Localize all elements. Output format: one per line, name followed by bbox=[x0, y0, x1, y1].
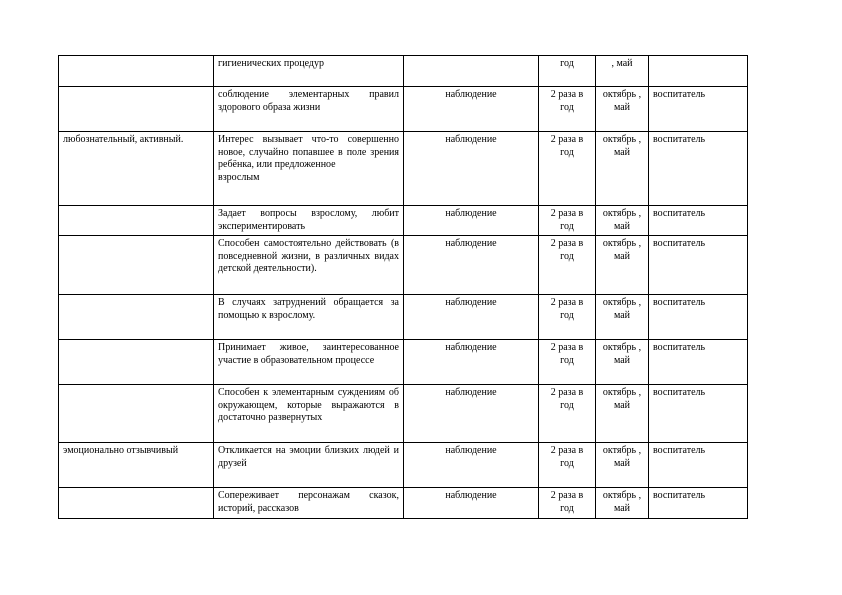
indicator-cell: Способен самостоятельно действовать (в повседневной жизни, в различных видах детской деятельности). bbox=[214, 236, 404, 295]
parameter-cell: любознательный, активный. bbox=[59, 132, 214, 206]
parameter-cell bbox=[59, 206, 214, 236]
responsible-cell: воспитатель bbox=[649, 236, 748, 295]
indicator-text-tail: взрослым bbox=[218, 171, 260, 183]
table-row bbox=[59, 206, 748, 236]
indicator-cell: Откликается на эмоции близких людей и друзей bbox=[214, 443, 404, 488]
responsible-cell: воспитатель bbox=[649, 443, 748, 488]
period-cell: октябрь , май bbox=[596, 87, 649, 132]
period-cell: октябрь , май bbox=[596, 295, 649, 340]
indicator-cell: Принимает живое, заинтересованное участие в образовательном процессе bbox=[214, 340, 404, 385]
method-cell: наблюдение bbox=[404, 340, 539, 385]
frequency-cell: 2 раза в год bbox=[539, 443, 596, 488]
period-cell: октябрь , май bbox=[596, 132, 649, 206]
frequency-cell: год bbox=[539, 56, 596, 87]
indicator-cell bbox=[214, 132, 404, 206]
parameter-cell: эмоционально отзывчивый bbox=[59, 443, 214, 488]
parameter-cell bbox=[59, 385, 214, 443]
frequency-cell: 2 раза в год bbox=[539, 132, 596, 206]
indicator-cell: В случаях затруднений обращается за помощью к взрослому. bbox=[214, 295, 404, 340]
frequency-cell: 2 раза в год bbox=[539, 385, 596, 443]
method-cell: наблюдение bbox=[404, 132, 539, 206]
indicator-cell: Задает вопросы взрослому, любит экспериментировать bbox=[214, 206, 404, 236]
method-cell: наблюдение bbox=[404, 488, 539, 519]
responsible-cell: воспитатель bbox=[649, 206, 748, 236]
method-cell: наблюдение bbox=[404, 87, 539, 132]
table-row bbox=[59, 87, 748, 132]
parameter-cell bbox=[59, 488, 214, 519]
method-cell bbox=[404, 56, 539, 87]
table-row bbox=[59, 56, 748, 87]
period-cell: октябрь , май bbox=[596, 236, 649, 295]
period-cell: октябрь , май bbox=[596, 443, 649, 488]
responsible-cell: воспитатель bbox=[649, 385, 748, 443]
responsible-cell: воспитатель bbox=[649, 132, 748, 206]
method-cell: наблюдение bbox=[404, 385, 539, 443]
table-row bbox=[59, 132, 748, 206]
indicator-cell: гигиенических процедур bbox=[214, 56, 404, 87]
table-row bbox=[59, 443, 748, 488]
parameter-cell bbox=[59, 340, 214, 385]
table-row bbox=[59, 385, 748, 443]
table-row bbox=[59, 236, 748, 295]
responsible-cell: воспитатель bbox=[649, 488, 748, 519]
parameter-cell bbox=[59, 236, 214, 295]
indicator-cell: Способен к элементарным суждениям об окружающем, которые выражаются в достаточно развернутых bbox=[214, 385, 404, 443]
frequency-cell: 2 раза в год bbox=[539, 236, 596, 295]
frequency-cell: 2 раза в год bbox=[539, 87, 596, 132]
monitoring-table bbox=[58, 55, 748, 519]
period-cell: октябрь , май bbox=[596, 385, 649, 443]
indicator-cell: соблюдение элементарных правил здорового образа жизни bbox=[214, 87, 404, 132]
period-cell: октябрь , май bbox=[596, 340, 649, 385]
period-cell: , май bbox=[596, 56, 649, 87]
method-cell: наблюдение bbox=[404, 236, 539, 295]
parameter-cell bbox=[59, 295, 214, 340]
parameter-cell bbox=[59, 56, 214, 87]
table-row bbox=[59, 488, 748, 519]
parameter-cell bbox=[59, 87, 214, 132]
responsible-cell bbox=[649, 56, 748, 87]
period-cell: октябрь , май bbox=[596, 488, 649, 519]
frequency-cell: 2 раза в год bbox=[539, 295, 596, 340]
indicator-cell: Сопереживает персонажам сказок, историй, рассказов bbox=[214, 488, 404, 519]
indicator-text: Интерес вызывает что-то совершенно новое, случайно попавшее в поле зрения ребёнка, или предложенное bbox=[218, 134, 399, 170]
table-row bbox=[59, 295, 748, 340]
responsible-cell: воспитатель bbox=[649, 295, 748, 340]
responsible-cell: воспитатель bbox=[649, 87, 748, 132]
frequency-cell: 2 раза в год bbox=[539, 340, 596, 385]
period-cell: октябрь , май bbox=[596, 206, 649, 236]
method-cell: наблюдение bbox=[404, 206, 539, 236]
table-row bbox=[59, 340, 748, 385]
method-cell: наблюдение bbox=[404, 443, 539, 488]
method-cell: наблюдение bbox=[404, 295, 539, 340]
frequency-cell: 2 раза в год bbox=[539, 206, 596, 236]
responsible-cell: воспитатель bbox=[649, 340, 748, 385]
frequency-cell: 2 раза в год bbox=[539, 488, 596, 519]
